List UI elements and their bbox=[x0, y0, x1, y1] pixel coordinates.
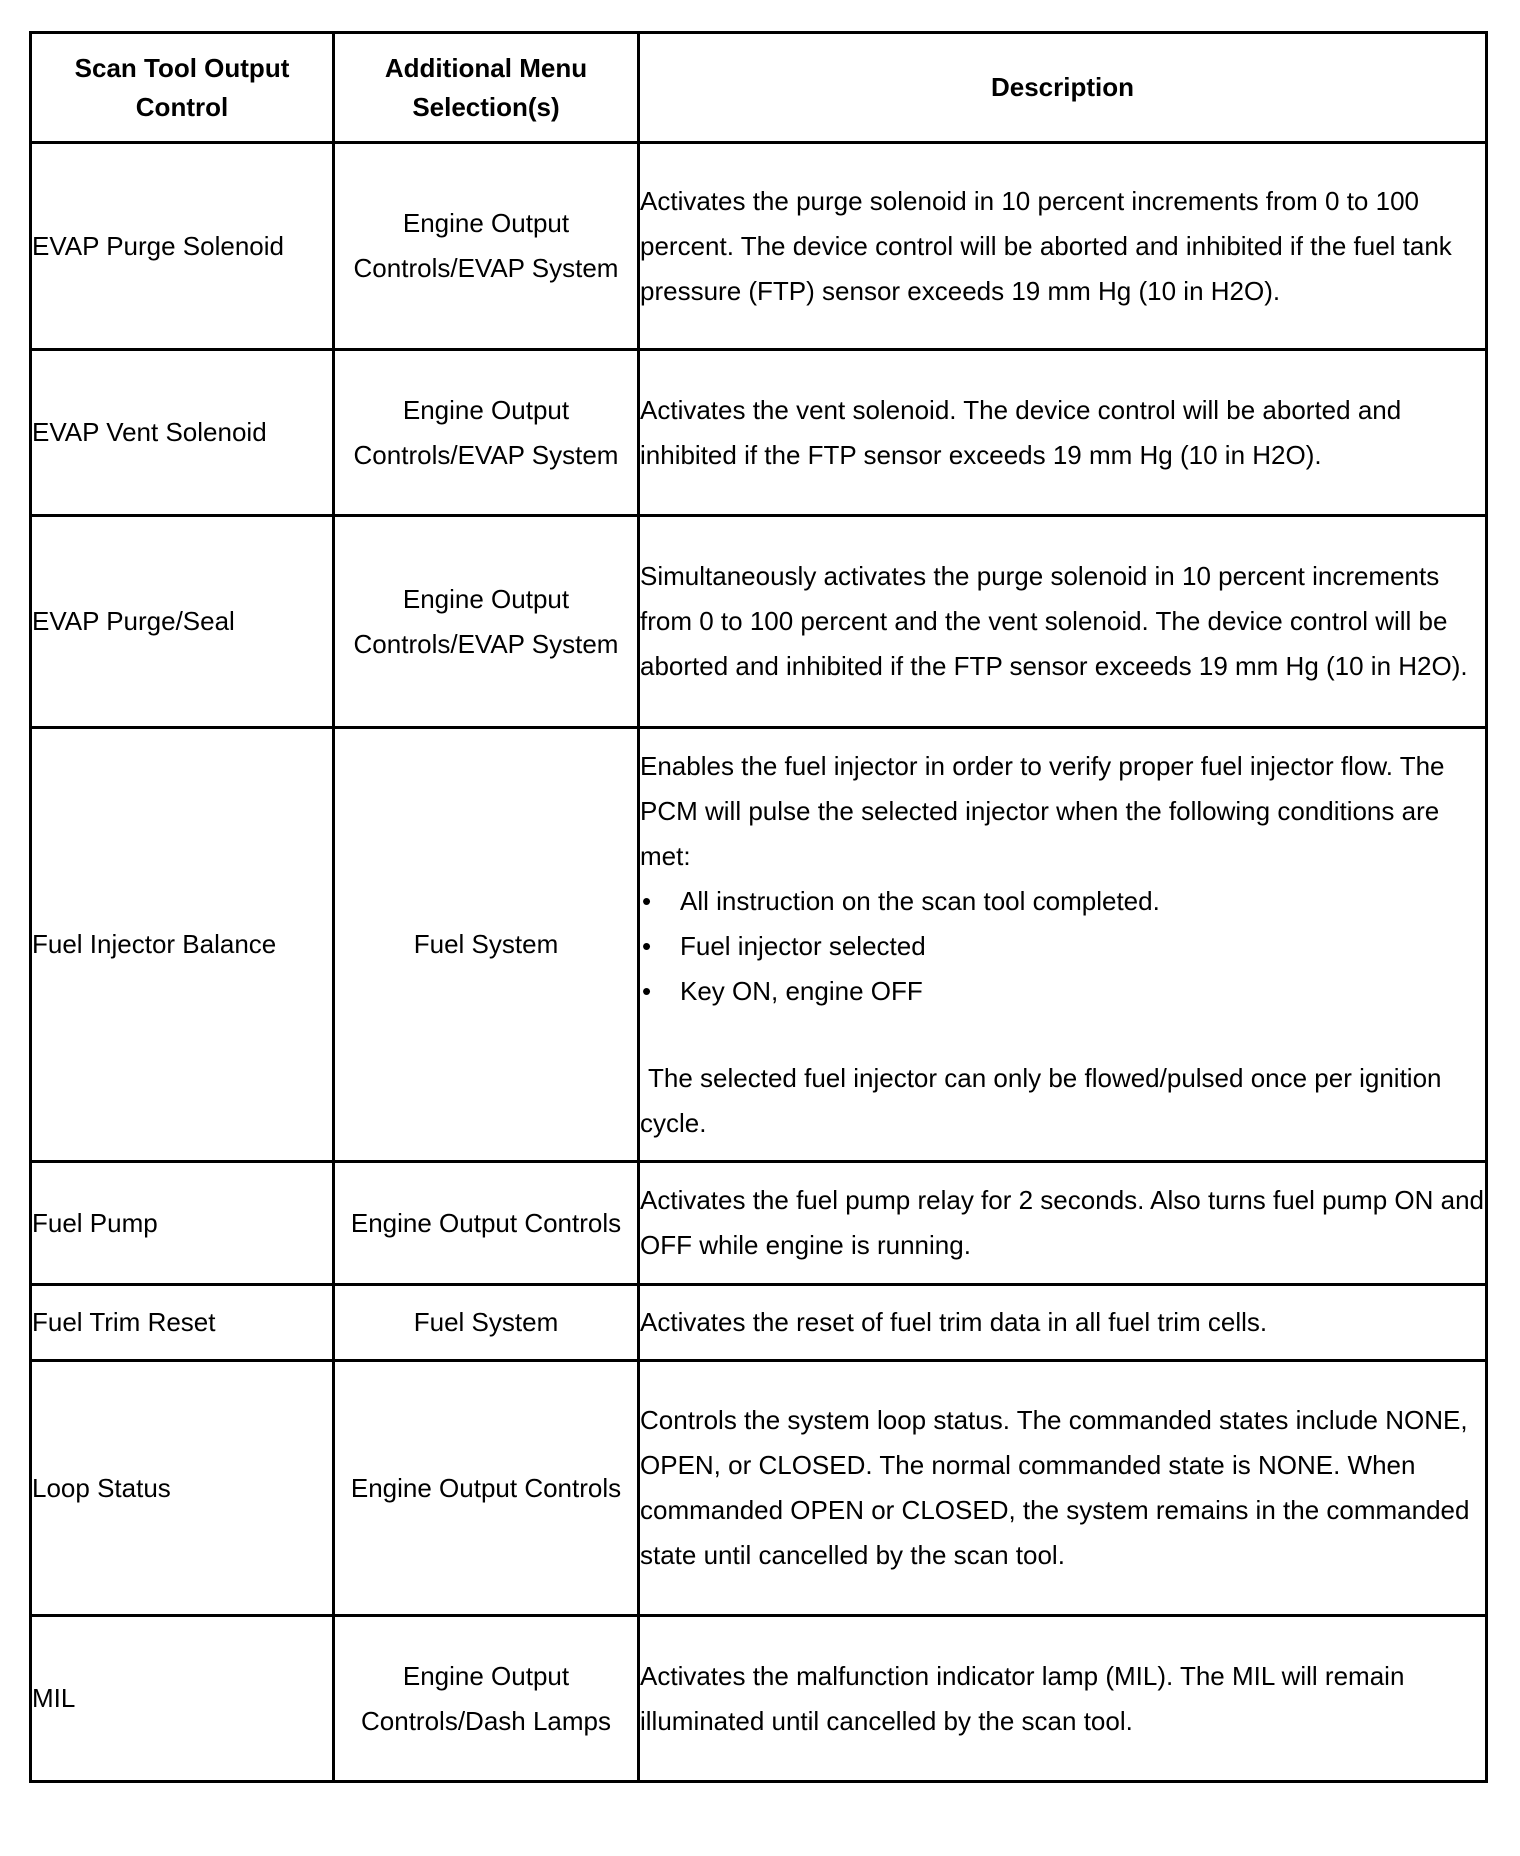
table-row bbox=[31, 1162, 1487, 1285]
list-item bbox=[640, 969, 1485, 1014]
menu-cell: Engine Output Controls bbox=[334, 1162, 639, 1285]
bullet-icon: • bbox=[642, 930, 652, 961]
menu-cell: Fuel System bbox=[334, 728, 639, 1162]
description-note bbox=[640, 1056, 1485, 1146]
menu-cell: Engine Output Controls/Dash Lamps bbox=[334, 1616, 639, 1782]
control-cell: Fuel Injector Balance bbox=[31, 728, 334, 1162]
description-cell: Activates the fuel pump relay for 2 seconds. Also turns fuel pump ON and OFF while engine is running. bbox=[639, 1162, 1487, 1285]
description-cell: Activates the vent solenoid. The device control will be aborted and inhibited if the FTP sensor exceeds 19 mm Hg (10 in H2O). bbox=[639, 350, 1487, 516]
list-item-text: All instruction on the scan tool completed. bbox=[680, 885, 1160, 916]
control-cell: Fuel Trim Reset bbox=[31, 1285, 334, 1361]
header-description: Description bbox=[639, 33, 1487, 143]
list-item bbox=[640, 879, 1485, 924]
description-cell: Simultaneously activates the purge solenoid in 10 percent increments from 0 to 100 percent and the vent solenoid. The device control will be aborted and inhibited if the FTP sensor exceeds 19 mm Hg (10 in H2O). bbox=[639, 516, 1487, 728]
description-cell: Activates the malfunction indicator lamp (MIL). The MIL will remain illuminated until cancelled by the scan tool. bbox=[639, 1616, 1487, 1782]
menu-cell: Engine Output Controls/EVAP System bbox=[334, 350, 639, 516]
description-cell: Activates the purge solenoid in 10 percent increments from 0 to 100 percent. The device control will be aborted and inhibited if the fuel tank pressure (FTP) sensor exceeds 19 mm Hg (10 in H2O). bbox=[639, 143, 1487, 350]
bullet-icon: • bbox=[642, 885, 652, 916]
list-item bbox=[640, 924, 1485, 969]
control-cell: Fuel Pump bbox=[31, 1162, 334, 1285]
description-cell: Activates the reset of fuel trim data in all fuel trim cells. bbox=[639, 1285, 1487, 1361]
menu-cell: Engine Output Controls/EVAP System bbox=[334, 143, 639, 350]
note-text: The selected fuel injector can only be flowed/pulsed once per ignition cycle. bbox=[640, 1062, 1442, 1138]
control-cell: EVAP Vent Solenoid bbox=[31, 350, 334, 516]
control-cell: EVAP Purge Solenoid bbox=[31, 143, 334, 350]
bullet-icon: • bbox=[642, 975, 652, 1006]
spacer bbox=[640, 1014, 1485, 1056]
control-cell: Loop Status bbox=[31, 1361, 334, 1616]
table-row bbox=[31, 143, 1487, 350]
table-row bbox=[31, 728, 1487, 1162]
table-row bbox=[31, 350, 1487, 516]
header-menu: Additional Menu Selection(s) bbox=[334, 33, 639, 143]
control-cell: EVAP Purge/Seal bbox=[31, 516, 334, 728]
scan-tool-output-controls-table bbox=[29, 31, 1488, 1783]
description-cell bbox=[639, 728, 1487, 1162]
header-control: Scan Tool Output Control bbox=[31, 33, 334, 143]
list-item-text: Key ON, engine OFF bbox=[680, 975, 923, 1006]
menu-cell: Fuel System bbox=[334, 1285, 639, 1361]
menu-cell: Engine Output Controls/EVAP System bbox=[334, 516, 639, 728]
table-row bbox=[31, 1361, 1487, 1616]
list-item-text: Fuel injector selected bbox=[680, 930, 926, 961]
header-row bbox=[31, 33, 1487, 143]
table-row bbox=[31, 1285, 1487, 1361]
menu-cell: Engine Output Controls bbox=[334, 1361, 639, 1616]
description-intro: Enables the fuel injector in order to verify proper fuel injector flow. The PCM will pulse the selected injector when the following conditions are met: bbox=[640, 750, 1445, 871]
control-cell: MIL bbox=[31, 1616, 334, 1782]
table-row bbox=[31, 516, 1487, 728]
table-row bbox=[31, 1616, 1487, 1782]
condition-list bbox=[640, 879, 1485, 1014]
description-cell: Controls the system loop status. The commanded states include NONE, OPEN, or CLOSED. The normal commanded state is NONE. When commanded OPEN or CLOSED, the system remains in the commanded state until cancelled by the scan tool. bbox=[639, 1361, 1487, 1616]
